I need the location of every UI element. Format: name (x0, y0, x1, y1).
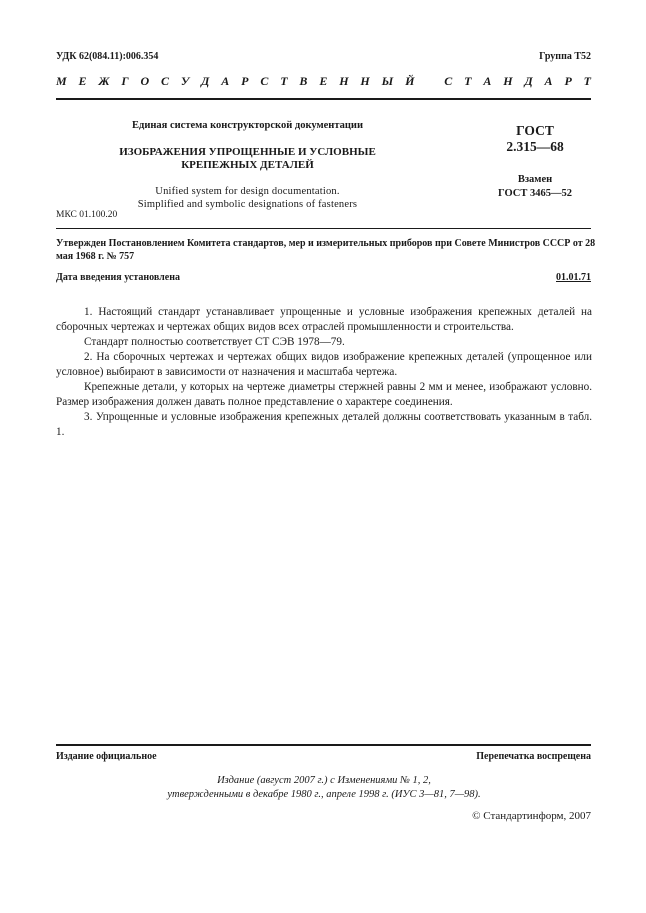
copyright: © Стандартинформ, 2007 (472, 810, 591, 822)
banner-letter: С (260, 74, 269, 88)
banner-letter: Е (78, 74, 87, 88)
gost-number: 2.315—68 (506, 139, 564, 154)
banner-letter: Т (464, 74, 472, 88)
gost-designation (470, 123, 600, 155)
paragraph-3: 2. На сборочных чертежах и чертежах общих видов изображение крепежных деталей (упрощенное или условное) выбирают в зависимости от назначения и масштаба чертежа. (56, 351, 592, 378)
gost-label: ГОСТ (516, 123, 554, 138)
approval-statement: Утвержден Постановлением Комитета стандартов, мер и измерительных приборов при Совете Министров СССР от 28 мая 1968 г. № 757 (56, 238, 596, 262)
edition-info-line1: Издание (август 2007 г.) с Изменениями № 1, 2, (217, 775, 431, 786)
banner-letter: Р (564, 74, 572, 88)
standard-title-line2: КРЕПЕЖНЫХ ДЕТАЛЕЙ (181, 159, 314, 171)
footer-rule (56, 744, 591, 746)
official-edition: Издание официальное (56, 751, 157, 762)
title-block-rule (56, 228, 591, 229)
banner-letter: М (56, 74, 67, 88)
reprint-prohibited: Перепечатка воспрещена (476, 751, 591, 762)
standard-title (70, 146, 425, 172)
banner-letter: Ы (381, 74, 394, 88)
standard-title-line1: ИЗОБРАЖЕНИЯ УПРОЩЕННЫЕ И УСЛОВНЫЕ (119, 146, 376, 158)
replaces-label: Взамен (517, 174, 553, 185)
banner-letter (426, 74, 432, 90)
banner-letter: С (444, 74, 453, 88)
udk-code: УДК 62(084.11):006.354 (56, 51, 159, 62)
banner-letter: А (483, 74, 492, 88)
banner-letter: А (544, 74, 553, 88)
edition-info (56, 774, 592, 802)
paragraph-4: Крепежные детали, у которых на чертеже диаметры стержней равны 2 мм и менее, изображают условно. Размер изображения должен давать полное представление о характере соединения. (56, 381, 592, 408)
banner-letter: Р (241, 74, 249, 88)
group-code: Группа Т52 (539, 51, 591, 62)
banner-letter: Н (339, 74, 349, 88)
documentation-system: Единая система конструкторской документации (132, 120, 363, 131)
banner-letter: Д (201, 74, 210, 88)
banner-letter: Т (280, 74, 288, 88)
banner-letter: Т (583, 74, 591, 88)
interstate-standard-banner (56, 74, 591, 90)
introduction-date: 01.01.71 (556, 272, 591, 283)
banner-letter: Й (405, 74, 415, 88)
header-rule (56, 98, 591, 100)
english-title (70, 185, 425, 211)
banner-letter: Д (524, 74, 533, 88)
paragraph-1: 1. Настоящий стандарт устанавливает упрощенные и условные изображения крепежных деталей на сборочных чертежах и чертежах общих видов всех отраслей промышленности и строительства. (56, 306, 592, 333)
banner-letter: Н (503, 74, 513, 88)
banner-letter: О (140, 74, 150, 88)
banner-letter: Г (121, 74, 129, 88)
english-title-line2: Simplified and symbolic designations of fasteners (137, 199, 358, 210)
paragraph-5: 3. Упрощенные и условные изображения крепежных деталей должны соответствовать указанным в табл. 1. (56, 411, 592, 438)
replaces-number: ГОСТ 3465—52 (498, 188, 572, 199)
banner-letter: Ж (98, 74, 110, 88)
replaces-block (470, 173, 600, 201)
banner-letter: Е (319, 74, 328, 88)
banner-letter: У (180, 74, 190, 88)
edition-info-line2: утвержденными в декабре 1980 г., апреле 1998 г. (ИУС 3—81, 7—98). (167, 789, 481, 800)
banner-letter: А (221, 74, 230, 88)
introduction-date-label: Дата введения установлена (56, 272, 180, 283)
paragraph-2: Стандарт полностью соответствует СТ СЭВ 1978—79. (84, 336, 345, 348)
banner-letter: С (161, 74, 170, 88)
banner-letter: Н (360, 74, 370, 88)
banner-letter: В (299, 74, 308, 88)
english-title-line1: Unified system for design documentation. (155, 186, 340, 197)
body-text (56, 305, 592, 440)
mks-code: МКС 01.100.20 (56, 210, 118, 220)
